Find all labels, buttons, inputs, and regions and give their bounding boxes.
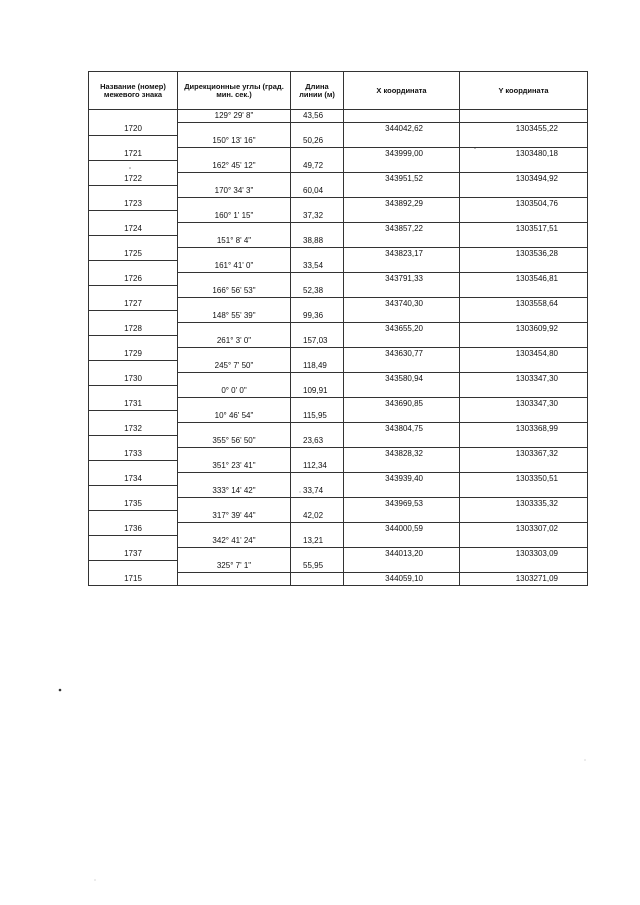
- table-row: [89, 160, 588, 173]
- y-coordinate-cell: 1303347,30: [460, 398, 588, 411]
- direction-angle-cell: [178, 523, 291, 536]
- y-coordinate-cell: [460, 160, 588, 173]
- header-line-length: Длина линии (м): [291, 72, 344, 110]
- y-coordinate-cell: 1303271,09: [460, 573, 588, 586]
- y-coordinate-cell: [460, 435, 588, 448]
- direction-angle-cell: [178, 398, 291, 411]
- x-coordinate-cell: [344, 385, 460, 398]
- line-length-cell: 115,95: [291, 410, 344, 423]
- direction-angle-cell: 245° 7' 50": [178, 360, 291, 373]
- header-x-coordinate: X координата: [344, 72, 460, 110]
- line-length-cell: [291, 398, 344, 411]
- line-length-cell: 43,56: [291, 110, 344, 123]
- table-row: [89, 510, 588, 523]
- y-coordinate-cell: 1303609,92: [460, 323, 588, 336]
- y-coordinate-cell: [460, 510, 588, 523]
- line-length-cell: 112,34: [291, 460, 344, 473]
- line-length-cell: [291, 473, 344, 486]
- line-length-cell: 33,74: [291, 485, 344, 498]
- x-coordinate-cell: 343892,29: [344, 198, 460, 211]
- marker-name-cell: 1731: [89, 398, 178, 411]
- x-coordinate-cell: 343630,77: [344, 348, 460, 361]
- table-row: [89, 260, 588, 273]
- direction-angle-cell: [178, 298, 291, 311]
- direction-angle-cell: [178, 498, 291, 511]
- line-length-cell: 42,02: [291, 510, 344, 523]
- line-length-cell: [291, 423, 344, 436]
- x-coordinate-cell: [344, 260, 460, 273]
- table-row: [89, 373, 588, 386]
- table-row: [89, 448, 588, 461]
- line-length-cell: 49,72: [291, 160, 344, 173]
- marker-name-cell: [89, 410, 178, 423]
- y-coordinate-cell: 1303504,76: [460, 198, 588, 211]
- table-row: [89, 323, 588, 336]
- x-coordinate-cell: [344, 485, 460, 498]
- table-row: [89, 223, 588, 236]
- table-row: [89, 548, 588, 561]
- y-coordinate-cell: [460, 460, 588, 473]
- y-coordinate-cell: [460, 310, 588, 323]
- marker-name-cell: [89, 435, 178, 448]
- y-coordinate-cell: [460, 185, 588, 198]
- marker-name-cell: [89, 535, 178, 548]
- y-coordinate-cell: 1303517,51: [460, 223, 588, 236]
- line-length-cell: 52,38: [291, 285, 344, 298]
- line-length-cell: 13,21: [291, 535, 344, 548]
- direction-angle-cell: 160° 1' 15": [178, 210, 291, 223]
- line-length-cell: [291, 523, 344, 536]
- line-length-cell: 37,32: [291, 210, 344, 223]
- line-length-cell: 118,49: [291, 360, 344, 373]
- x-coordinate-cell: 343690,85: [344, 398, 460, 411]
- marker-name-cell: 1728: [89, 323, 178, 336]
- y-coordinate-cell: [460, 535, 588, 548]
- direction-angle-cell: 317° 39' 44": [178, 510, 291, 523]
- table-row: [89, 148, 588, 161]
- x-coordinate-cell: [344, 235, 460, 248]
- line-length-cell: [291, 498, 344, 511]
- table-row: [89, 198, 588, 211]
- y-coordinate-cell: [460, 135, 588, 148]
- y-coordinate-cell: [460, 385, 588, 398]
- x-coordinate-cell: [344, 460, 460, 473]
- marker-name-cell: 1721: [89, 148, 178, 161]
- marker-name-cell: 1734: [89, 473, 178, 486]
- direction-angle-cell: [178, 548, 291, 561]
- table-row: [89, 348, 588, 361]
- direction-angle-cell: 261° 3' 0": [178, 335, 291, 348]
- x-coordinate-cell: [344, 510, 460, 523]
- x-coordinate-cell: 344000,59: [344, 523, 460, 536]
- table-row: [89, 473, 588, 486]
- direction-angle-cell: [178, 223, 291, 236]
- table-row: [89, 173, 588, 186]
- direction-angle-cell: 333° 14' 42": [178, 485, 291, 498]
- table-row: [89, 285, 588, 298]
- marker-name-cell: 1723: [89, 198, 178, 211]
- line-length-cell: [291, 123, 344, 136]
- y-coordinate-cell: 1303368,99: [460, 423, 588, 436]
- direction-angle-cell: [178, 573, 291, 586]
- direction-angle-cell: [178, 348, 291, 361]
- y-coordinate-cell: 1303494,92: [460, 173, 588, 186]
- marker-name-cell: 1737: [89, 548, 178, 561]
- table-row: [89, 235, 588, 248]
- y-coordinate-cell: [460, 335, 588, 348]
- direction-angle-cell: 351° 23' 41": [178, 460, 291, 473]
- x-coordinate-cell: [344, 335, 460, 348]
- line-length-cell: 55,95: [291, 560, 344, 573]
- x-coordinate-cell: [344, 310, 460, 323]
- direction-angle-cell: 166° 56' 53": [178, 285, 291, 298]
- table-row: [89, 298, 588, 311]
- y-coordinate-cell: 1303350,51: [460, 473, 588, 486]
- marker-name-cell: 1715: [89, 573, 178, 586]
- line-length-cell: [291, 223, 344, 236]
- direction-angle-cell: 150° 13' 16": [178, 135, 291, 148]
- table-row: [89, 273, 588, 286]
- x-coordinate-cell: 343740,30: [344, 298, 460, 311]
- table-row: [89, 535, 588, 548]
- direction-angle-cell: [178, 148, 291, 161]
- marker-name-cell: 1735: [89, 498, 178, 511]
- marker-name-cell: [89, 160, 178, 173]
- line-length-cell: [291, 573, 344, 586]
- table-row: [89, 523, 588, 536]
- direction-angle-cell: [178, 323, 291, 336]
- marker-name-cell: 1730: [89, 373, 178, 386]
- table-row: [89, 135, 588, 148]
- line-length-cell: 50,26: [291, 135, 344, 148]
- marker-name-cell: 1724: [89, 223, 178, 236]
- y-coordinate-cell: 1303536,28: [460, 248, 588, 261]
- table-row: [89, 410, 588, 423]
- line-length-cell: [291, 323, 344, 336]
- y-coordinate-cell: [460, 235, 588, 248]
- table-row: [89, 423, 588, 436]
- marker-name-cell: 1729: [89, 348, 178, 361]
- marker-name-cell: [89, 385, 178, 398]
- direction-angle-cell: 355° 56' 50": [178, 435, 291, 448]
- header-y-coordinate: Y координата: [460, 72, 588, 110]
- marker-name-cell: [89, 360, 178, 373]
- marker-name-cell: [89, 310, 178, 323]
- direction-angle-cell: [178, 198, 291, 211]
- table-row: [89, 485, 588, 498]
- x-coordinate-cell: [344, 110, 460, 123]
- x-coordinate-cell: 343823,17: [344, 248, 460, 261]
- marker-name-cell: [89, 110, 178, 123]
- x-coordinate-cell: [344, 410, 460, 423]
- marker-name-cell: [89, 560, 178, 573]
- line-length-cell: [291, 248, 344, 261]
- table-row: [89, 498, 588, 511]
- direction-angle-cell: [178, 423, 291, 436]
- y-coordinate-cell: [460, 560, 588, 573]
- line-length-cell: [291, 148, 344, 161]
- x-coordinate-cell: [344, 185, 460, 198]
- x-coordinate-cell: 343969,53: [344, 498, 460, 511]
- marker-name-cell: [89, 260, 178, 273]
- y-coordinate-cell: [460, 285, 588, 298]
- marker-name-cell: 1720: [89, 123, 178, 136]
- line-length-cell: [291, 298, 344, 311]
- x-coordinate-cell: [344, 360, 460, 373]
- line-length-cell: [291, 373, 344, 386]
- table-header-row: [89, 72, 588, 110]
- direction-angle-cell: 170° 34' 3": [178, 185, 291, 198]
- direction-angle-cell: 151° 8' 4": [178, 235, 291, 248]
- direction-angle-cell: [178, 473, 291, 486]
- marker-name-cell: 1733: [89, 448, 178, 461]
- y-coordinate-cell: 1303546,81: [460, 273, 588, 286]
- y-coordinate-cell: [460, 110, 588, 123]
- boundary-coordinates-table: [88, 71, 588, 586]
- marker-name-cell: 1722: [89, 173, 178, 186]
- table-row: [89, 110, 588, 123]
- marker-name-cell: [89, 285, 178, 298]
- x-coordinate-cell: 343857,22: [344, 223, 460, 236]
- y-coordinate-cell: 1303480,18: [460, 148, 588, 161]
- table-row: [89, 335, 588, 348]
- line-length-cell: [291, 548, 344, 561]
- x-coordinate-cell: 343939,40: [344, 473, 460, 486]
- marker-name-cell: 1732: [89, 423, 178, 436]
- y-coordinate-cell: 1303454,80: [460, 348, 588, 361]
- direction-angle-cell: 148° 55' 39": [178, 310, 291, 323]
- table-row: [89, 248, 588, 261]
- direction-angle-cell: 161° 41' 0": [178, 260, 291, 273]
- line-length-cell: [291, 448, 344, 461]
- y-coordinate-cell: [460, 260, 588, 273]
- x-coordinate-cell: 343580,94: [344, 373, 460, 386]
- header-marker-name: Название (номер) межевого знака: [89, 72, 178, 110]
- table-row: [89, 435, 588, 448]
- line-length-cell: 33,54: [291, 260, 344, 273]
- marker-name-cell: 1727: [89, 298, 178, 311]
- x-coordinate-cell: [344, 135, 460, 148]
- x-coordinate-cell: 343804,75: [344, 423, 460, 436]
- line-length-cell: [291, 173, 344, 186]
- x-coordinate-cell: [344, 435, 460, 448]
- line-length-cell: 60,04: [291, 185, 344, 198]
- marker-name-cell: [89, 135, 178, 148]
- x-coordinate-cell: 343791,33: [344, 273, 460, 286]
- direction-angle-cell: [178, 448, 291, 461]
- y-coordinate-cell: 1303455,22: [460, 123, 588, 136]
- marker-name-cell: [89, 485, 178, 498]
- table-row: [89, 385, 588, 398]
- y-coordinate-cell: [460, 410, 588, 423]
- y-coordinate-cell: [460, 210, 588, 223]
- y-coordinate-cell: 1303367,32: [460, 448, 588, 461]
- line-length-cell: [291, 198, 344, 211]
- direction-angle-cell: [178, 373, 291, 386]
- y-coordinate-cell: 1303558,64: [460, 298, 588, 311]
- y-coordinate-cell: 1303307,02: [460, 523, 588, 536]
- table-row: [89, 573, 588, 586]
- direction-angle-cell: 325° 7' 1": [178, 560, 291, 573]
- direction-angle-cell: [178, 123, 291, 136]
- table-row: [89, 210, 588, 223]
- marker-name-cell: [89, 185, 178, 198]
- table-body: [89, 110, 588, 586]
- x-coordinate-cell: 343999,00: [344, 148, 460, 161]
- table-row: [89, 460, 588, 473]
- direction-angle-cell: [178, 248, 291, 261]
- table-row: [89, 310, 588, 323]
- table-row: [89, 360, 588, 373]
- y-coordinate-cell: 1303347,30: [460, 373, 588, 386]
- line-length-cell: 157,03: [291, 335, 344, 348]
- line-length-cell: [291, 273, 344, 286]
- line-length-cell: 23,63: [291, 435, 344, 448]
- direction-angle-cell: 10° 46' 54": [178, 410, 291, 423]
- x-coordinate-cell: [344, 560, 460, 573]
- marker-name-cell: [89, 510, 178, 523]
- direction-angle-cell: [178, 273, 291, 286]
- line-length-cell: 109,91: [291, 385, 344, 398]
- x-coordinate-cell: [344, 535, 460, 548]
- direction-angle-cell: 0° 0' 0": [178, 385, 291, 398]
- x-coordinate-cell: [344, 285, 460, 298]
- x-coordinate-cell: [344, 210, 460, 223]
- direction-angle-cell: 162° 45' 12": [178, 160, 291, 173]
- y-coordinate-cell: [460, 485, 588, 498]
- marker-name-cell: [89, 335, 178, 348]
- line-length-cell: [291, 348, 344, 361]
- marker-name-cell: 1726: [89, 273, 178, 286]
- table-row: [89, 560, 588, 573]
- x-coordinate-cell: 343951,52: [344, 173, 460, 186]
- x-coordinate-cell: 343828,32: [344, 448, 460, 461]
- x-coordinate-cell: 343655,20: [344, 323, 460, 336]
- table-row: [89, 185, 588, 198]
- line-length-cell: 99,36: [291, 310, 344, 323]
- x-coordinate-cell: 344059,10: [344, 573, 460, 586]
- x-coordinate-cell: 344013,20: [344, 548, 460, 561]
- marker-name-cell: [89, 460, 178, 473]
- header-direction-angle: Дирекционные углы (град. мин. сек.): [178, 72, 291, 110]
- marker-name-cell: 1736: [89, 523, 178, 536]
- marker-name-cell: [89, 235, 178, 248]
- x-coordinate-cell: 344042,62: [344, 123, 460, 136]
- direction-angle-cell: 129° 29' 8": [178, 110, 291, 123]
- table-row: [89, 398, 588, 411]
- direction-angle-cell: [178, 173, 291, 186]
- x-coordinate-cell: [344, 160, 460, 173]
- y-coordinate-cell: 1303303,09: [460, 548, 588, 561]
- marker-name-cell: 1725: [89, 248, 178, 261]
- marker-name-cell: [89, 210, 178, 223]
- direction-angle-cell: 342° 41' 24": [178, 535, 291, 548]
- y-coordinate-cell: [460, 360, 588, 373]
- line-length-cell: 38,88: [291, 235, 344, 248]
- y-coordinate-cell: 1303335,32: [460, 498, 588, 511]
- table-row: [89, 123, 588, 136]
